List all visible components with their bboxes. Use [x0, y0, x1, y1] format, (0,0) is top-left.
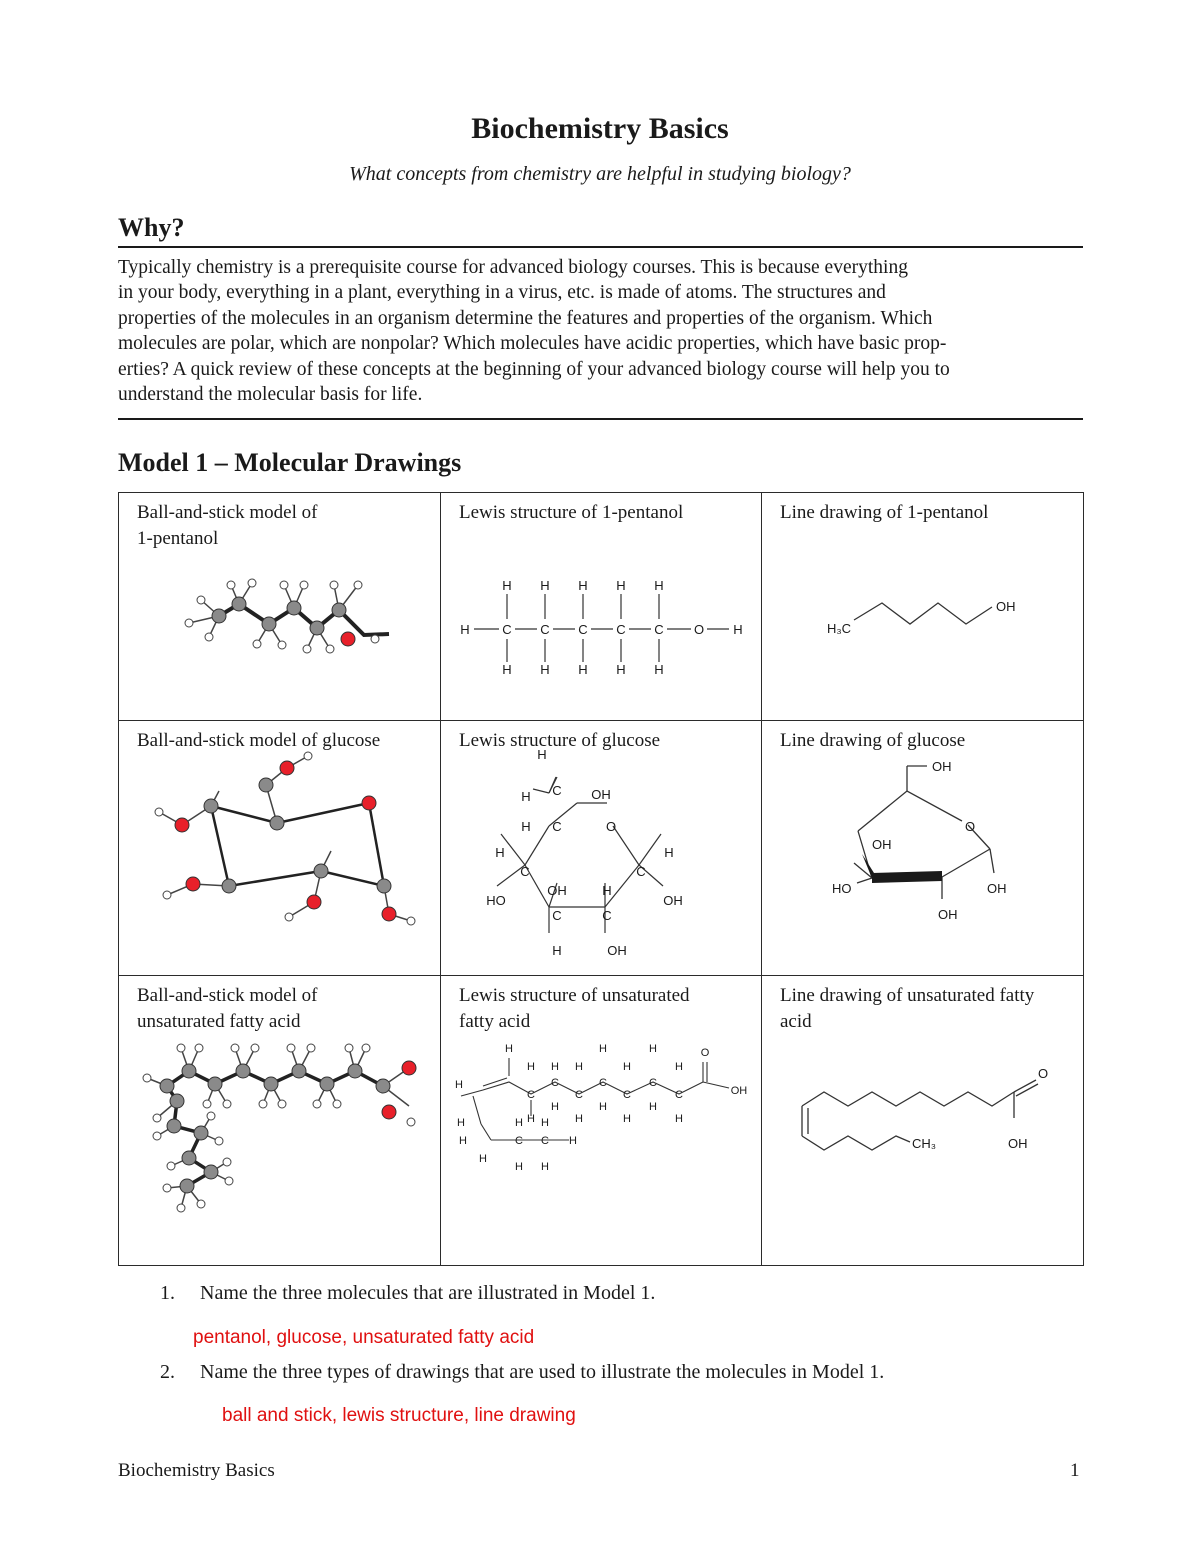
atom-label: H — [575, 1113, 583, 1125]
cell-lewis-glucose — [441, 721, 762, 976]
atom-label: C — [675, 1089, 683, 1101]
atom-label: H — [599, 1043, 607, 1055]
model-table — [118, 492, 1084, 1266]
atom-label: H — [552, 943, 562, 958]
cell-lewis-fatty-acid — [441, 976, 762, 1266]
atom-label: C — [551, 1077, 559, 1089]
atom-label: H — [664, 845, 674, 860]
atom-label: C — [649, 1077, 657, 1089]
question-text: Name the three molecules that are illustrated in Model 1. — [200, 1282, 656, 1304]
atom-label: HO — [832, 881, 852, 896]
atom-label: C — [540, 622, 550, 637]
atom-label: H — [540, 578, 550, 593]
atom-label: H — [502, 662, 512, 677]
atom-label: C — [515, 1135, 523, 1147]
cell-lewis-pentanol — [441, 493, 762, 721]
page-number: 1 — [1070, 1460, 1080, 1481]
atom-label: H — [459, 1135, 467, 1147]
cell-label: Line drawing of glucose — [780, 730, 966, 751]
atom-label: H — [521, 819, 531, 834]
atom-label: H — [675, 1061, 683, 1073]
cell-line-glucose — [762, 721, 1084, 976]
atom-label: H — [527, 1061, 535, 1073]
atom-label: H — [527, 1113, 535, 1125]
atom-label: OH — [938, 907, 958, 922]
atom-label: OH — [607, 943, 627, 958]
atom-label: H — [521, 789, 531, 804]
page-title: Biochemistry Basics — [471, 112, 729, 145]
cell-label: Ball-and-stick model of 1-pentanol — [137, 502, 318, 549]
question-1 — [160, 1282, 655, 1305]
atom-label: C — [602, 908, 612, 923]
glucose-ball-and-stick-figure — [119, 721, 441, 976]
why-line: understand the molecular basis for life. — [118, 384, 423, 406]
pentanol-ball-and-stick-figure — [119, 493, 441, 721]
atom-label: H — [654, 662, 664, 677]
atom-label: H — [649, 1043, 657, 1055]
cell-ballstick-glucose — [119, 721, 441, 976]
cell-label: Lewis structure of glucose — [459, 730, 661, 751]
atom-label: H — [616, 578, 626, 593]
atom-label: H — [599, 1101, 607, 1113]
atom-label: H — [541, 1161, 549, 1173]
divider-top — [118, 246, 1083, 248]
atom-label: O — [965, 819, 976, 834]
atom-label: OH — [663, 893, 683, 908]
atom-label: C — [552, 783, 562, 798]
cell-ballstick-pentanol — [119, 493, 441, 721]
question-text: Name the three types of drawings that are used to illustrate the molecules in Model 1. — [200, 1361, 885, 1383]
atom-label: C — [527, 1089, 535, 1101]
atom-label: C — [636, 864, 646, 879]
atom-label: C — [623, 1089, 631, 1101]
glucose-lewis-structure-figure — [441, 721, 762, 976]
atom-label: C — [599, 1077, 607, 1089]
atom-label: H — [551, 1061, 559, 1073]
atom-label: H — [502, 578, 512, 593]
fatty-acid-line-drawing-figure — [762, 976, 1084, 1266]
atom-label: H — [578, 662, 588, 677]
model-heading: Model 1 – Molecular Drawings — [118, 448, 462, 477]
atom-label: H — [623, 1113, 631, 1125]
atom-label: H — [515, 1161, 523, 1173]
atom-label: H — [537, 747, 547, 762]
atom-label: O — [700, 1047, 710, 1059]
atom-label: OH — [547, 883, 567, 898]
atom-label: HO — [486, 893, 506, 908]
atom-label: H — [616, 662, 626, 677]
answer-2[interactable]: ball and stick, lewis structure, line drawing — [222, 1405, 576, 1426]
why-line: properties of the molecules in an organism determine the features and properties of the organism. Which — [118, 307, 933, 329]
pentanol-lewis-structure-figure — [441, 493, 762, 721]
atom-label: H — [602, 883, 612, 898]
why-heading: Why? — [118, 213, 185, 242]
cell-label: Line drawing of 1-pentanol — [780, 502, 989, 523]
atom-label: H — [455, 1079, 463, 1091]
atom-label: H — [505, 1043, 513, 1055]
cell-line-fatty-acid — [762, 976, 1084, 1266]
atom-label: C — [552, 908, 562, 923]
atom-label: C — [520, 864, 530, 879]
atom-label: OH — [932, 759, 952, 774]
why-line: erties? A quick review of these concepts at the beginning of your advanced biology course will help you to — [118, 358, 950, 380]
atom-label: O — [693, 622, 705, 637]
atom-label: H — [654, 578, 664, 593]
atom-label: H — [460, 622, 470, 637]
atom-label: H — [578, 578, 588, 593]
atom-label: H — [515, 1117, 523, 1129]
answer-1[interactable]: pentanol, glucose, unsaturated fatty acid — [193, 1327, 535, 1348]
atom-label: H — [575, 1061, 583, 1073]
cell-label: Ball-and-stick model of unsaturated fatty acid — [137, 985, 318, 1032]
atom-label: H — [479, 1153, 487, 1165]
atom-label: H — [540, 662, 550, 677]
atom-label: H — [551, 1101, 559, 1113]
why-paragraph — [118, 255, 1078, 407]
atom-label: C — [616, 622, 626, 637]
atom-label: H — [541, 1117, 549, 1129]
cell-label: Ball-and-stick model of glucose — [137, 730, 381, 751]
fatty-acid-ball-and-stick-figure — [119, 976, 441, 1266]
question-number: 2. — [160, 1361, 175, 1383]
atom-label: H — [457, 1117, 465, 1129]
glucose-line-drawing-figure — [762, 721, 1084, 976]
atom-label: H — [569, 1135, 577, 1147]
atom-label: OH — [591, 787, 611, 802]
cell-line-pentanol — [762, 493, 1084, 721]
atom-label: H₃C — [827, 621, 852, 636]
atom-label: C — [502, 622, 512, 637]
cell-label: Line drawing of unsaturated fatty acid — [780, 985, 1035, 1032]
question-2 — [160, 1361, 884, 1384]
atom-label: C — [578, 622, 588, 637]
atom-label: H — [733, 622, 743, 637]
atom-label: H — [623, 1061, 631, 1073]
cell-label: Lewis structure of 1-pentanol — [459, 502, 684, 523]
atom-label: C — [552, 819, 562, 834]
atom-label: C — [541, 1135, 549, 1147]
atom-label: CH₃ — [912, 1136, 937, 1151]
why-line: Typically chemistry is a prerequisite course for advanced biology courses. This is because everything — [118, 257, 908, 278]
page-subtitle: What concepts from chemistry are helpful in studying biology? — [349, 163, 851, 185]
why-line: molecules are polar, which are nonpolar? Which molecules have acidic properties, which have basic prop- — [118, 333, 947, 355]
atom-label: O — [605, 819, 617, 834]
atom-label: O — [1038, 1066, 1049, 1081]
pentanol-line-drawing-figure — [762, 493, 1084, 721]
atom-label: OH — [987, 881, 1007, 896]
atom-label: C — [575, 1089, 583, 1101]
atom-label: OH — [996, 599, 1016, 614]
atom-label: H — [675, 1113, 683, 1125]
question-number: 1. — [160, 1282, 175, 1304]
why-line: in your body, everything in a plant, everything in a virus, etc. is made of atoms. The structures and — [118, 282, 886, 304]
fatty-acid-lewis-structure-figure — [441, 976, 762, 1266]
atom-label: H — [649, 1101, 657, 1113]
divider-bottom — [118, 418, 1083, 420]
atom-label: H — [495, 845, 505, 860]
atom-label: OH — [730, 1085, 748, 1097]
atom-label: OH — [872, 837, 892, 852]
cell-ballstick-fatty-acid — [119, 976, 441, 1266]
footer-title: Biochemistry Basics — [118, 1460, 275, 1481]
atom-label: C — [654, 622, 664, 637]
cell-label: Lewis structure of unsaturated fatty acid — [459, 985, 690, 1032]
atom-label: OH — [1008, 1136, 1028, 1151]
